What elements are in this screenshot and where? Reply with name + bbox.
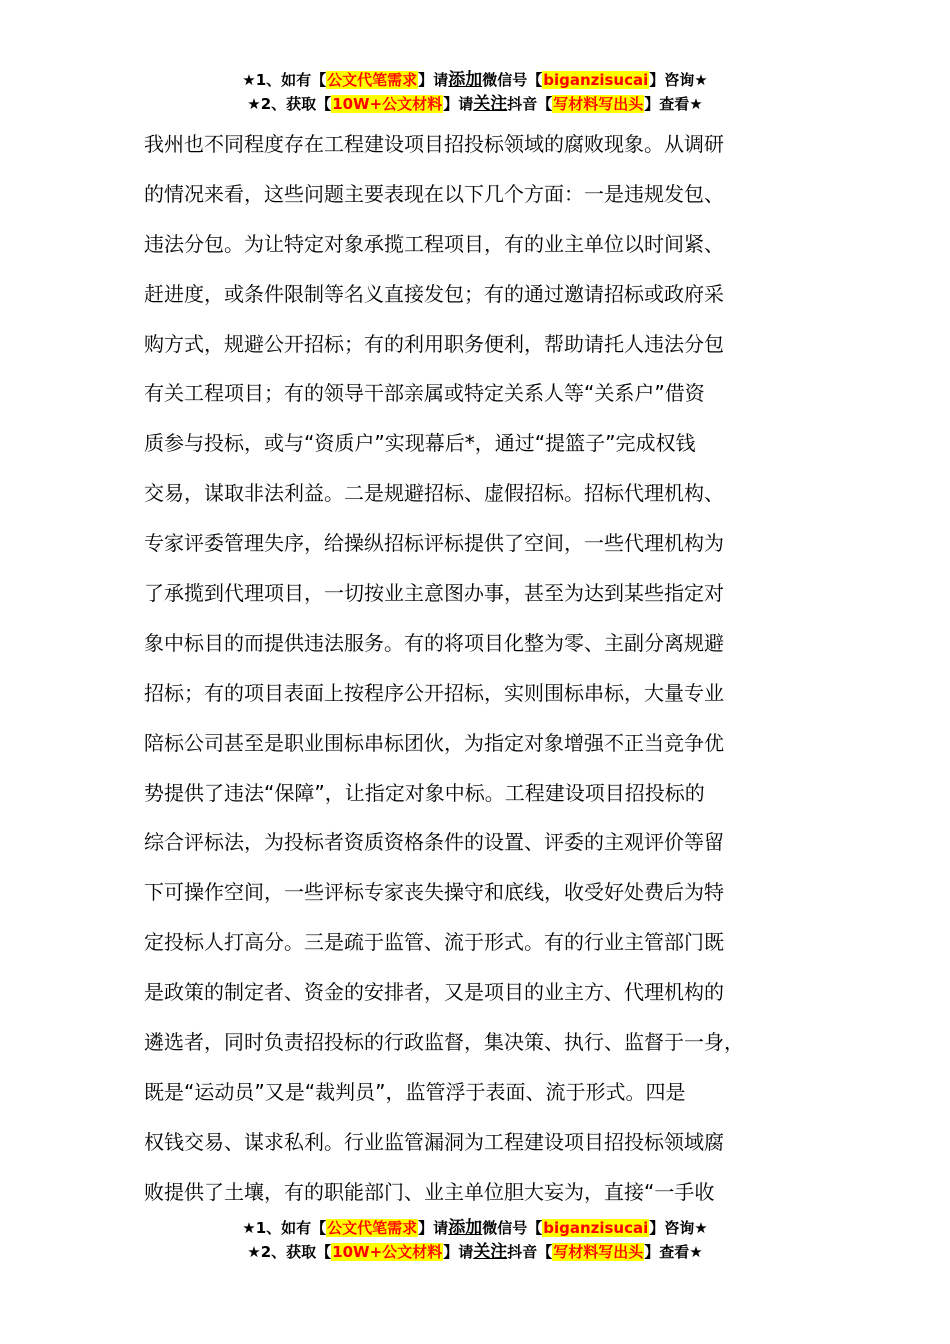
header-banner [0, 69, 950, 117]
footer-banner [0, 1217, 950, 1265]
text-line: 既是“运动员”又是“裁判员”，监管浮于表面、流于形式。四是 [144, 1079, 686, 1104]
text-line: 了承揽到代理项目，一切按业主意图办事，甚至为达到某些指定对 [144, 581, 724, 606]
banner-line-2 [0, 1241, 950, 1265]
highlight-text: 10W+公文材料 [332, 1243, 443, 1261]
banner-text: 抖音【 [507, 95, 553, 113]
banner-text: 】查看★ [644, 1243, 703, 1261]
text-line: 是政策的制定者、资金的安排者，又是项目的业主方、代理机构的 [144, 980, 724, 1005]
highlight-text: 公文代笔需求 [327, 71, 418, 89]
text-line: 定投标人打高分。三是疏于监管、流于形式。有的行业主管部门既 [144, 930, 724, 955]
banner-line-2 [0, 93, 950, 117]
highlight-text: 写材料写出头 [553, 95, 644, 113]
text-line: 违法分包。为让特定对象承揽工程项目，有的业主单位以时间紧、 [144, 231, 724, 256]
banner-line-1 [0, 1217, 950, 1241]
text-line: 赶进度，或条件限制等名义直接发包；有的通过邀请招标或政府采 [144, 281, 724, 306]
text-line: 有关工程项目；有的领导干部亲属或特定关系人等“关系户”借资 [144, 381, 705, 406]
banner-text: ★1、如有【 [242, 71, 327, 89]
banner-text: 微信号【 [482, 1219, 543, 1237]
banner-text: 】请 [418, 71, 449, 89]
text-line: 招标；有的项目表面上按程序公开招标，实则围标串标，大量专业 [144, 680, 724, 705]
banner-line-1 [0, 69, 950, 93]
text-line: 交易，谋取非法利益。二是规避招标、虚假招标。招标代理机构、 [144, 481, 724, 506]
text-line: 势提供了违法“保障”，让指定对象中标。工程建设项目招投标的 [144, 780, 705, 805]
text-line: 象中标目的而提供违法服务。有的将项目化整为零、主副分离规避 [144, 630, 724, 655]
text-line: 遴选者，同时负责招投标的行政监督，集决策、执行、监督于一身， [144, 1030, 744, 1055]
banner-text: 微信号【 [482, 71, 543, 89]
highlight-text: 公文代笔需求 [327, 1219, 418, 1237]
highlight-text: biganzisucai [543, 71, 649, 89]
text-line: 陪标公司甚至是职业围标串标团伙，为指定对象增强不正当竞争优 [144, 730, 724, 755]
banner-text: ★2、获取【 [247, 1243, 332, 1261]
text-line: 我州也不同程度存在工程建设项目招投标领域的腐败现象。从调研 [144, 132, 724, 156]
text-line: 败提供了土壤，有的职能部门、业主单位胆大妄为，直接“一手收 [144, 1179, 715, 1204]
banner-text: 】咨询★ [649, 1219, 708, 1237]
banner-text: 】查看★ [644, 95, 703, 113]
underlined-text: 关注 [473, 94, 508, 114]
text-line: 下可操作空间，一些评标专家丧失操守和底线，收受好处费后为特 [144, 880, 724, 905]
text-line: 综合评标法，为投标者资质资格条件的设置、评委的主观评价等留 [144, 830, 724, 855]
highlight-text: 10W+公文材料 [332, 95, 443, 113]
text-line: 质参与投标，或与“资质户”实现幕后*，通过“提篮子”完成权钱 [144, 431, 696, 456]
underlined-text: 添加 [448, 1218, 483, 1238]
text-line: 专家评委管理失序，给操纵招标评标提供了空间，一些代理机构为 [144, 531, 724, 556]
body-paragraph [144, 120, 844, 1218]
text-line: 的情况来看，这些问题主要表现在以下几个方面：一是违规发包、 [144, 181, 724, 206]
banner-text: 】请 [443, 95, 474, 113]
banner-text: 抖音【 [507, 1243, 553, 1261]
banner-text: ★1、如有【 [242, 1219, 327, 1237]
underlined-text: 添加 [448, 70, 483, 90]
text-line: 购方式，规避公开招标；有的利用职务便利，帮助请托人违法分包 [144, 331, 724, 356]
underlined-text: 关注 [473, 1242, 508, 1262]
banner-text: 】请 [418, 1219, 449, 1237]
banner-text: 】请 [443, 1243, 474, 1261]
highlight-text: biganzisucai [543, 1219, 649, 1237]
text-line: 权钱交易、谋求私利。行业监管漏洞为工程建设项目招投标领域腐 [144, 1129, 724, 1154]
highlight-text: 写材料写出头 [553, 1243, 644, 1261]
banner-text: 】咨询★ [649, 71, 708, 89]
banner-text: ★2、获取【 [247, 95, 332, 113]
